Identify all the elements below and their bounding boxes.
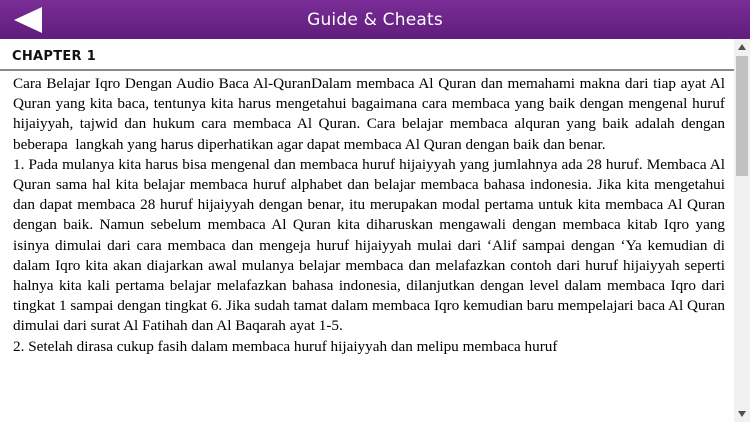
divider: [0, 69, 734, 71]
back-arrow-icon: [12, 6, 44, 34]
chapter-heading: CHAPTER 1: [12, 49, 97, 64]
chapter-content: [0, 39, 734, 422]
app-bar: [0, 0, 750, 39]
back-button[interactable]: [6, 4, 50, 35]
vertical-scrollbar[interactable]: [734, 39, 750, 422]
scroll-up-button[interactable]: [734, 39, 750, 55]
chapter-body-text: Cara Belajar Iqro Dengan Audio Baca Al-QuranDalam membaca Al Quran dan memahami makna dari tiap ayat Al Quran yang kita baca, tentunya kita harus mengetahui bagaimana cara membaca yang baik dengan mengenal huruf hijaiyyah, tajwid dan hukum cara membaca Al Quran. Cara belajar membaca alquran yang baik adalah dengan beberapa langkah yang harus diperhatikan agar dapat membaca Al Quran dengan baik dan benar. 1. Pada mulanya kita harus bisa mengenal dan membaca huruf hijaiyyah yang jumlahnya ada 28 huruf. Membaca Al Quran sama hal kita belajar membaca huruf alphabet dan belajar membaca bahasa indonesia. Jika kita mengetahui dan dapat membaca 28 huruf hijaiyyah dengan benar, itu merupakan modal pertama untuk kita membaca Al Quran dengan baik. Namun sebelum membaca Al Quran kita diharuskan mengawali dengan membaca kitab Iqro yang isinya dimulai dari cara membaca dan mengeja huruf hijaiyyah mulai dari ‘Alif sampai dengan ‘Ya kemudian di dalam Iqro kita akan diajarkan awal mulanya belajar membaca dan melafazkan contoh dari huruf hijaiyyah seperti halnya kita kali pertama belajar melafazkan bahasa indonesia, dilanjutkan dengan level dalam membaca Iqro dari tingkat 1 sampai dengan tingkat 6. Jika sudah tamat dalam membaca Iqro kemudian baru mempelajari baca Al Quran dimulai dari surat Al Fatihah dan Al Baqarah ayat 1-5. 2. Setelah dirasa cukup fasih dalam membaca huruf hijaiyyah dan melipu membaca huruf: [13, 75, 725, 355]
scroll-up-arrow-icon: [738, 44, 746, 50]
scroll-down-button[interactable]: [734, 406, 750, 422]
scroll-down-arrow-icon: [738, 411, 746, 417]
scroll-thumb[interactable]: [736, 56, 748, 176]
page-title: Guide & Cheats: [307, 9, 443, 30]
